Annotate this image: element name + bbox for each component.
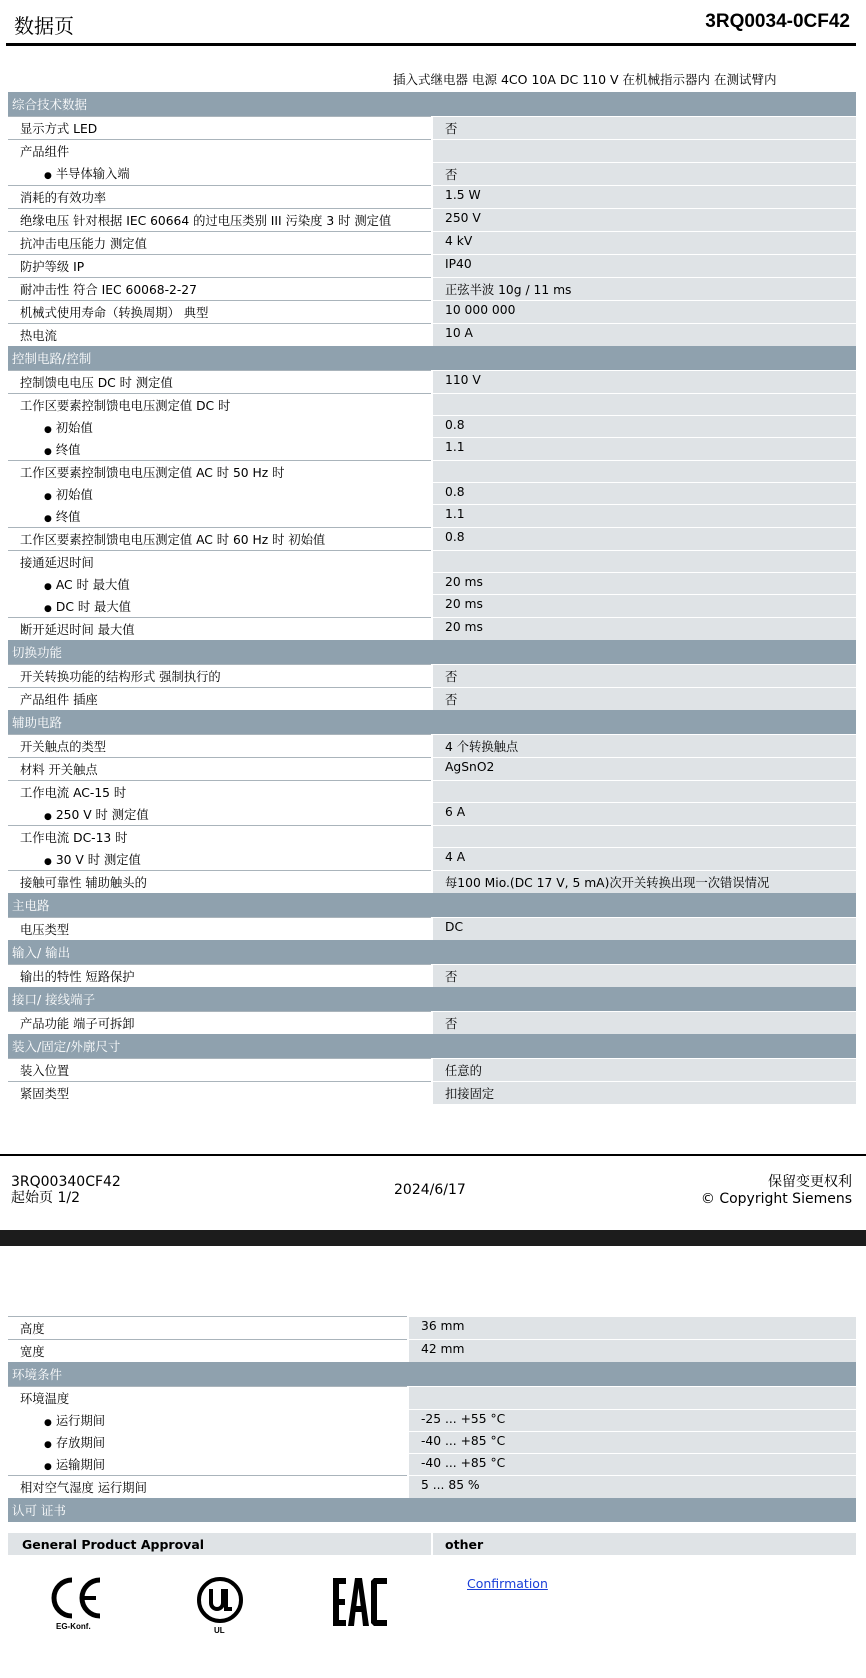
page-footer — [0, 1154, 866, 1232]
spec-label: 工作电流 AC-15 时 — [20, 785, 127, 800]
spec-value — [432, 140, 856, 163]
spec-label: 初始值 — [55, 487, 93, 502]
spec-row — [8, 527, 856, 550]
confirmation-link[interactable]: Confirmation — [467, 1576, 548, 1591]
spec-row — [8, 1081, 856, 1104]
spec-value: 否 — [432, 1011, 856, 1034]
spec-row — [8, 573, 856, 595]
footer-copyright: © Copyright Siemens — [700, 1191, 852, 1207]
bullet-icon: ● — [44, 1418, 52, 1428]
spec-row — [8, 505, 856, 528]
spec-value: -40 ... +85 °C — [408, 1431, 856, 1453]
spec-value: 0.8 — [432, 527, 856, 550]
spec-label: DC 时 最大值 — [55, 599, 131, 614]
spec-value: 任意的 — [432, 1058, 856, 1081]
section-header — [8, 1498, 856, 1522]
spec-label: 工作区要素控制馈电电压测定值 AC 时 50 Hz 时 — [20, 465, 285, 480]
spec-row — [8, 254, 856, 277]
spec-label: 宽度 — [20, 1345, 45, 1359]
section-header — [8, 893, 856, 918]
spec-row — [8, 825, 856, 848]
section-header — [8, 987, 856, 1012]
spec-row — [8, 1453, 856, 1476]
spec-label: 断开延迟时间 最大值 — [20, 622, 135, 637]
spec-value — [432, 825, 856, 848]
ce-mark-icon — [50, 1576, 110, 1636]
page-separator — [0, 1230, 866, 1246]
spec-value: 每100 Mio.(DC 17 V, 5 mA)次开关转换出现一次错误情况 — [432, 870, 856, 893]
spec-value: IP40 — [432, 254, 856, 277]
spec-value: 0.8 — [432, 416, 856, 438]
spec-label: 运输期间 — [55, 1458, 106, 1472]
spec-label: 机械式使用寿命（转换周期） 典型 — [20, 305, 209, 320]
page-header — [0, 0, 866, 46]
spec-row — [8, 964, 856, 987]
spec-label: 显示方式 LED — [20, 122, 98, 136]
section-title: 装入/固定/外廓尺寸 — [8, 1034, 856, 1059]
spec-value — [408, 1387, 856, 1410]
spec-value: DC — [432, 917, 856, 940]
spec-label: 耐冲击性 符合 IEC 60068-2-27 — [20, 282, 197, 297]
spec-label: 产品组件 插座 — [20, 692, 98, 707]
section-title: 控制电路/控制 — [8, 346, 856, 371]
bullet-icon: ● — [44, 581, 52, 592]
spec-label: 开关转换功能的结构形式 强制执行的 — [20, 669, 221, 684]
spec-value: 5 ... 85 % — [408, 1476, 856, 1499]
section-title: 认可 证书 — [8, 1498, 856, 1522]
approval-value: other — [445, 1537, 484, 1552]
page-title: 数据页 — [14, 14, 74, 38]
section-header — [8, 710, 856, 735]
spec-label: 30 V 时 测定值 — [55, 852, 141, 867]
spec-row — [8, 1431, 856, 1453]
spec-row — [8, 1409, 856, 1431]
bullet-icon: ● — [44, 856, 52, 867]
spec-label: 控制馈电电压 DC 时 测定值 — [20, 375, 173, 390]
spec-value: AgSnO2 — [432, 757, 856, 780]
spec-label: 绝缘电压 针对根据 IEC 60664 的过电压类别 III 污染度 3 时 测定值 — [20, 213, 392, 228]
spec-table — [8, 92, 856, 1104]
spec-row — [8, 595, 856, 618]
spec-value: -40 ... +85 °C — [408, 1453, 856, 1476]
bullet-icon: ● — [44, 603, 52, 614]
spec-label: 装入位置 — [20, 1063, 70, 1078]
spec-label: 材料 开关触点 — [20, 762, 98, 777]
bullet-icon: ● — [44, 491, 52, 502]
spec-row — [8, 483, 856, 505]
section-header — [8, 1034, 856, 1059]
spec-label: 工作电流 DC-13 时 — [20, 830, 128, 845]
spec-row — [8, 140, 856, 163]
spec-value: 否 — [432, 687, 856, 710]
spec-row — [8, 1476, 856, 1499]
section-header — [8, 640, 856, 665]
spec-label: 热电流 — [20, 328, 57, 343]
ul-mark-icon — [196, 1576, 256, 1636]
spec-table-page-2 — [8, 1316, 856, 1522]
product-description: 插入式继电器 电源 4CO 10A DC 110 V 在机械指示器内 在测试臂内 — [393, 72, 777, 87]
spec-label: 紧固类型 — [20, 1086, 70, 1101]
spec-label: 终值 — [55, 442, 81, 457]
spec-label: 初始值 — [55, 420, 93, 435]
spec-row — [8, 917, 856, 940]
spec-row — [8, 848, 856, 871]
bullet-icon: ● — [44, 446, 52, 457]
spec-value: 否 — [432, 964, 856, 987]
bullet-icon: ● — [44, 1440, 52, 1450]
spec-label: 产品功能 端子可拆卸 — [20, 1016, 135, 1031]
spec-row — [8, 757, 856, 780]
spec-label: 防护等级 IP — [20, 259, 85, 274]
spec-row — [8, 185, 856, 208]
spec-row — [8, 162, 856, 185]
spec-row — [8, 734, 856, 757]
spec-row — [8, 687, 856, 710]
spec-value: 否 — [432, 664, 856, 687]
spec-row — [8, 300, 856, 323]
spec-label: AC 时 最大值 — [55, 577, 130, 592]
spec-row — [8, 438, 856, 461]
header-rule — [6, 43, 856, 46]
spec-row — [8, 1011, 856, 1034]
bullet-icon: ● — [44, 424, 52, 435]
spec-value: 4 个转换触点 — [432, 734, 856, 757]
spec-row — [8, 1317, 856, 1340]
spec-row — [8, 117, 856, 140]
eac-mark-icon — [330, 1576, 392, 1634]
section-header — [8, 92, 856, 117]
section-title: 输入/ 输出 — [8, 940, 856, 965]
spec-value: 20 ms — [432, 595, 856, 618]
spec-value: 6 A — [432, 803, 856, 826]
section-title: 切换功能 — [8, 640, 856, 665]
spec-label: 接通延迟时间 — [20, 555, 94, 570]
spec-value: 36 mm — [408, 1317, 856, 1340]
spec-row — [8, 1058, 856, 1081]
spec-value: 20 ms — [432, 573, 856, 595]
spec-label: 相对空气湿度 运行期间 — [20, 1481, 147, 1495]
bullet-icon: ● — [44, 171, 52, 181]
spec-value: -25 ... +55 °C — [408, 1409, 856, 1431]
spec-value: 0.8 — [432, 483, 856, 505]
spec-row — [8, 231, 856, 254]
bullet-icon: ● — [44, 811, 52, 822]
spec-value: 250 V — [432, 208, 856, 231]
spec-label: 开关触点的类型 — [20, 739, 107, 754]
spec-value: 4 kV — [432, 231, 856, 254]
section-header — [8, 1362, 856, 1387]
spec-label: 接触可靠性 辅助触头的 — [20, 875, 147, 890]
spec-label: 产品组件 — [20, 145, 70, 159]
spec-value — [432, 780, 856, 803]
spec-row — [8, 393, 856, 416]
spec-value: 否 — [432, 162, 856, 185]
spec-label: 运行期间 — [55, 1414, 106, 1428]
datasheet-page-2 — [0, 1246, 866, 1678]
section-header — [8, 940, 856, 965]
spec-label: 抗冲击电压能力 测定值 — [20, 236, 147, 251]
spec-value: 20 ms — [432, 617, 856, 640]
spec-label: 电压类型 — [20, 922, 70, 937]
ul-caption: UL — [214, 1626, 225, 1635]
spec-row — [8, 208, 856, 231]
spec-row — [8, 803, 856, 826]
spec-label: 环境温度 — [20, 1392, 70, 1406]
spec-label: 存放期间 — [55, 1436, 106, 1450]
spec-label: 输出的特性 短路保护 — [20, 969, 135, 984]
spec-row — [8, 1340, 856, 1363]
spec-row — [8, 1387, 856, 1410]
spec-value: 110 V — [432, 370, 856, 393]
spec-label: 高度 — [20, 1322, 45, 1336]
spec-value: 10 000 000 — [432, 300, 856, 323]
spec-value — [432, 460, 856, 483]
ce-caption: EG-Konf. — [56, 1622, 91, 1631]
section-title: 综合技术数据 — [8, 92, 856, 117]
section-header — [8, 346, 856, 371]
section-title: 接口/ 接线端子 — [8, 987, 856, 1012]
footer-rights: 保留变更权利 — [768, 1174, 852, 1190]
spec-row — [8, 370, 856, 393]
bullet-icon: ● — [44, 1462, 52, 1472]
section-title: 主电路 — [8, 893, 856, 918]
spec-value — [432, 393, 856, 416]
spec-row — [8, 550, 856, 573]
spec-value: 1.5 W — [432, 185, 856, 208]
spec-value: 1.1 — [432, 505, 856, 528]
spec-row — [8, 780, 856, 803]
spec-row — [8, 460, 856, 483]
spec-label: 半导体输入端 — [55, 167, 130, 181]
spec-row — [8, 416, 856, 438]
spec-value: 4 A — [432, 848, 856, 871]
spec-label: 终值 — [55, 509, 81, 524]
spec-row — [8, 277, 856, 300]
spec-label: 工作区要素控制馈电电压测定值 AC 时 60 Hz 时 初始值 — [20, 532, 326, 547]
bullet-icon: ● — [44, 513, 52, 524]
spec-value: 42 mm — [408, 1340, 856, 1363]
spec-label: 消耗的有效功率 — [20, 190, 107, 205]
section-title: 环境条件 — [8, 1362, 856, 1387]
spec-value — [432, 550, 856, 573]
spec-row — [8, 664, 856, 687]
spec-value: 1.1 — [432, 438, 856, 461]
spec-value: 正弦半波 10g / 11 ms — [432, 277, 856, 300]
footer-date: 2024/6/17 — [394, 1182, 466, 1198]
spec-label: 工作区要素控制馈电电压测定值 DC 时 — [20, 398, 231, 413]
footer-page-number: 起始页 1/2 — [11, 1190, 80, 1206]
spec-row — [8, 323, 856, 346]
spec-label: 250 V 时 测定值 — [55, 807, 149, 822]
footer-product-id: 3RQ00340CF42 — [11, 1174, 121, 1190]
spec-value: 否 — [432, 117, 856, 140]
spec-value: 扣接固定 — [432, 1081, 856, 1104]
approval-row — [8, 1533, 856, 1555]
section-title: 辅助电路 — [8, 710, 856, 735]
spec-row — [8, 870, 856, 893]
product-id: 3RQ0034-0CF42 — [705, 11, 850, 32]
approval-type: General Product Approval — [22, 1537, 205, 1552]
spec-value: 10 A — [432, 323, 856, 346]
spec-row — [8, 617, 856, 640]
